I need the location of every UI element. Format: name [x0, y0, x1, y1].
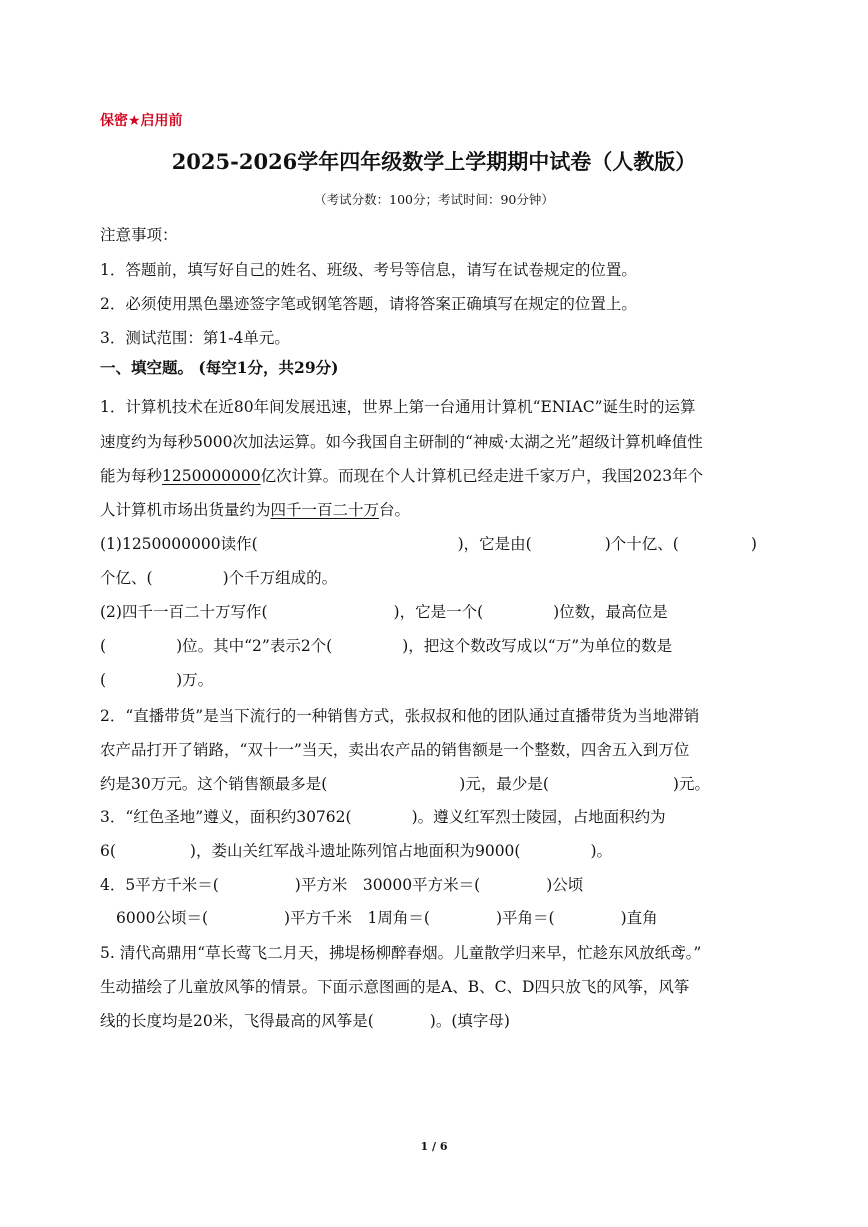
q2-line-1: 2．“直播带货”是当下流行的一种销售方式，张叔叔和他的团队通过直播带货为当地滞销 [100, 707, 700, 725]
q1-sub2-line-3 [100, 669, 213, 691]
q5-line-3 [100, 1010, 510, 1032]
exam-subtitle: （考试分数：100分；考试时间：90分钟） [314, 192, 554, 207]
q3-text-c: 6( [100, 842, 116, 860]
q1-underlined-text: 四千一百二十万 [270, 501, 380, 519]
q1-line-4-post: 台。 [379, 501, 411, 519]
q4-text-a: 4．5平方千米＝( [100, 876, 219, 894]
q2-text-c: )元。 [672, 775, 710, 793]
q1-sub2-text-h: )万。 [176, 671, 214, 689]
page-number: 1 / 6 [420, 1140, 448, 1153]
q1-sub1-line-1 [100, 533, 757, 555]
q1-underlined-number: 1250000000 [162, 467, 261, 485]
q1-sub2-text-a: (2)四千一百二十万写作( [100, 603, 268, 621]
q3-text-a: 3．“红色圣地”遵义，面积约30762( [100, 808, 352, 826]
q1-line-3 [100, 465, 703, 487]
q1-sub1-text-b: )，它是由( [457, 535, 532, 553]
q2-line-2: 农产品打开了销路，“双十一”当天，卖出农产品的销售额是一个整数，四舍五入到万位 [100, 741, 690, 759]
q3-line-2 [100, 840, 612, 862]
notes-heading: 注意事项： [100, 226, 178, 244]
q1-sub1-text-d: ) [750, 535, 757, 553]
q1-line-3-post: 亿次计算。而现在个人计算机已经走进千家万户，我国2023年个 [260, 467, 704, 485]
q1-sub2-text-b: )，它是一个( [393, 603, 484, 621]
q1-line-3-pre: 能为每秒 [100, 467, 163, 485]
q5-line-1: 5. 清代高鼎用“草长莺飞二月天，拂堤杨柳醉春烟。儿童散学归来早，忙趁东风放纸鸢。” [100, 944, 702, 962]
section-1-title: 一、填空题。 [100, 358, 194, 377]
q1-sub2-text-e: )位。其中“2”表示2个( [176, 637, 333, 655]
q1-sub1-text-c: )个十亿、( [604, 535, 679, 553]
q1-sub1-text-a: (1)1250000000读作( [100, 535, 258, 553]
q4-line-1 [100, 874, 583, 896]
q5-text-b: )。(填字母) [429, 1012, 510, 1030]
exam-title: 2025-2026学年四年级数学上学期期中试卷（人教版） [171, 149, 697, 174]
confidential-label: 保密★启用前 [100, 113, 183, 129]
q5-text-a: 线的长度均是20米，飞得最高的风筝是( [100, 1012, 374, 1030]
q4-text-e: )平方千米 1周角＝( [284, 909, 430, 927]
q4-text-d: 6000公顷＝( [116, 909, 208, 927]
q1-line-2: 速度约为每秒5000次加法运算。如今我国自主研制的“神威·太湖之光”超级计算机峰值性 [100, 433, 703, 451]
q4-text-c: )公顷 [546, 876, 584, 894]
note-item-3: 3．测试范围：第1-4单元。 [100, 329, 290, 347]
q1-sub1-text-f: )个千万组成的。 [222, 569, 338, 587]
q3-text-d: )，娄山关红军战斗遗址陈列馆占地面积为9000( [189, 842, 521, 860]
q1-line-1: 1．计算机技术在近80年间发展迅速，世界上第一台通用计算机“ENIAC”诞生时的运算 [100, 398, 696, 416]
q1-sub2-line-1 [100, 601, 668, 623]
q1-sub2-text-g: ( [100, 671, 107, 689]
q2-line-3 [100, 773, 710, 795]
kite-figure-area [100, 1040, 768, 1120]
q1-sub2-text-d: ( [100, 637, 107, 655]
q2-text-a: 约是30万元。这个销售额最多是( [100, 775, 328, 793]
q1-sub2-line-2 [100, 635, 672, 657]
q1-sub2-text-f: )，把这个数改写成以“万”为单位的数是 [402, 637, 673, 655]
q4-text-b: )平方米 30000平方米＝( [294, 876, 481, 894]
q3-line-1 [100, 806, 666, 828]
note-item-1: 1．答题前，填写好自己的姓名、班级、考号等信息，请写在试卷规定的位置。 [100, 261, 637, 279]
section-1-heading [100, 357, 338, 379]
q3-text-e: )。 [590, 842, 613, 860]
note-item-2: 2．必须使用黑色墨迹签字笔或钢笔答题，请将答案正确填写在规定的位置上。 [100, 295, 637, 313]
q4-line-2 [116, 907, 658, 929]
q1-sub2-text-c: )位数，最高位是 [553, 603, 668, 621]
q5-line-2: 生动描绘了儿童放风筝的情景。下面示意图画的是A、B、C、D四只放飞的风筝，风筝 [100, 978, 690, 996]
q1-sub1-text-e: 个亿、( [100, 569, 153, 587]
section-1-score: (每空1分，共29分) [198, 358, 339, 377]
q1-sub1-line-2 [100, 567, 337, 589]
q4-text-f: )平角＝( [495, 909, 555, 927]
q2-text-b: )元，最少是( [459, 775, 549, 793]
q4-text-g: )直角 [620, 909, 658, 927]
q1-line-4-pre: 人计算机市场出货量约为 [100, 501, 271, 519]
q1-line-4 [100, 499, 410, 521]
q3-text-b: )。遵义红军烈士陵园，占地面积约为 [411, 808, 666, 826]
